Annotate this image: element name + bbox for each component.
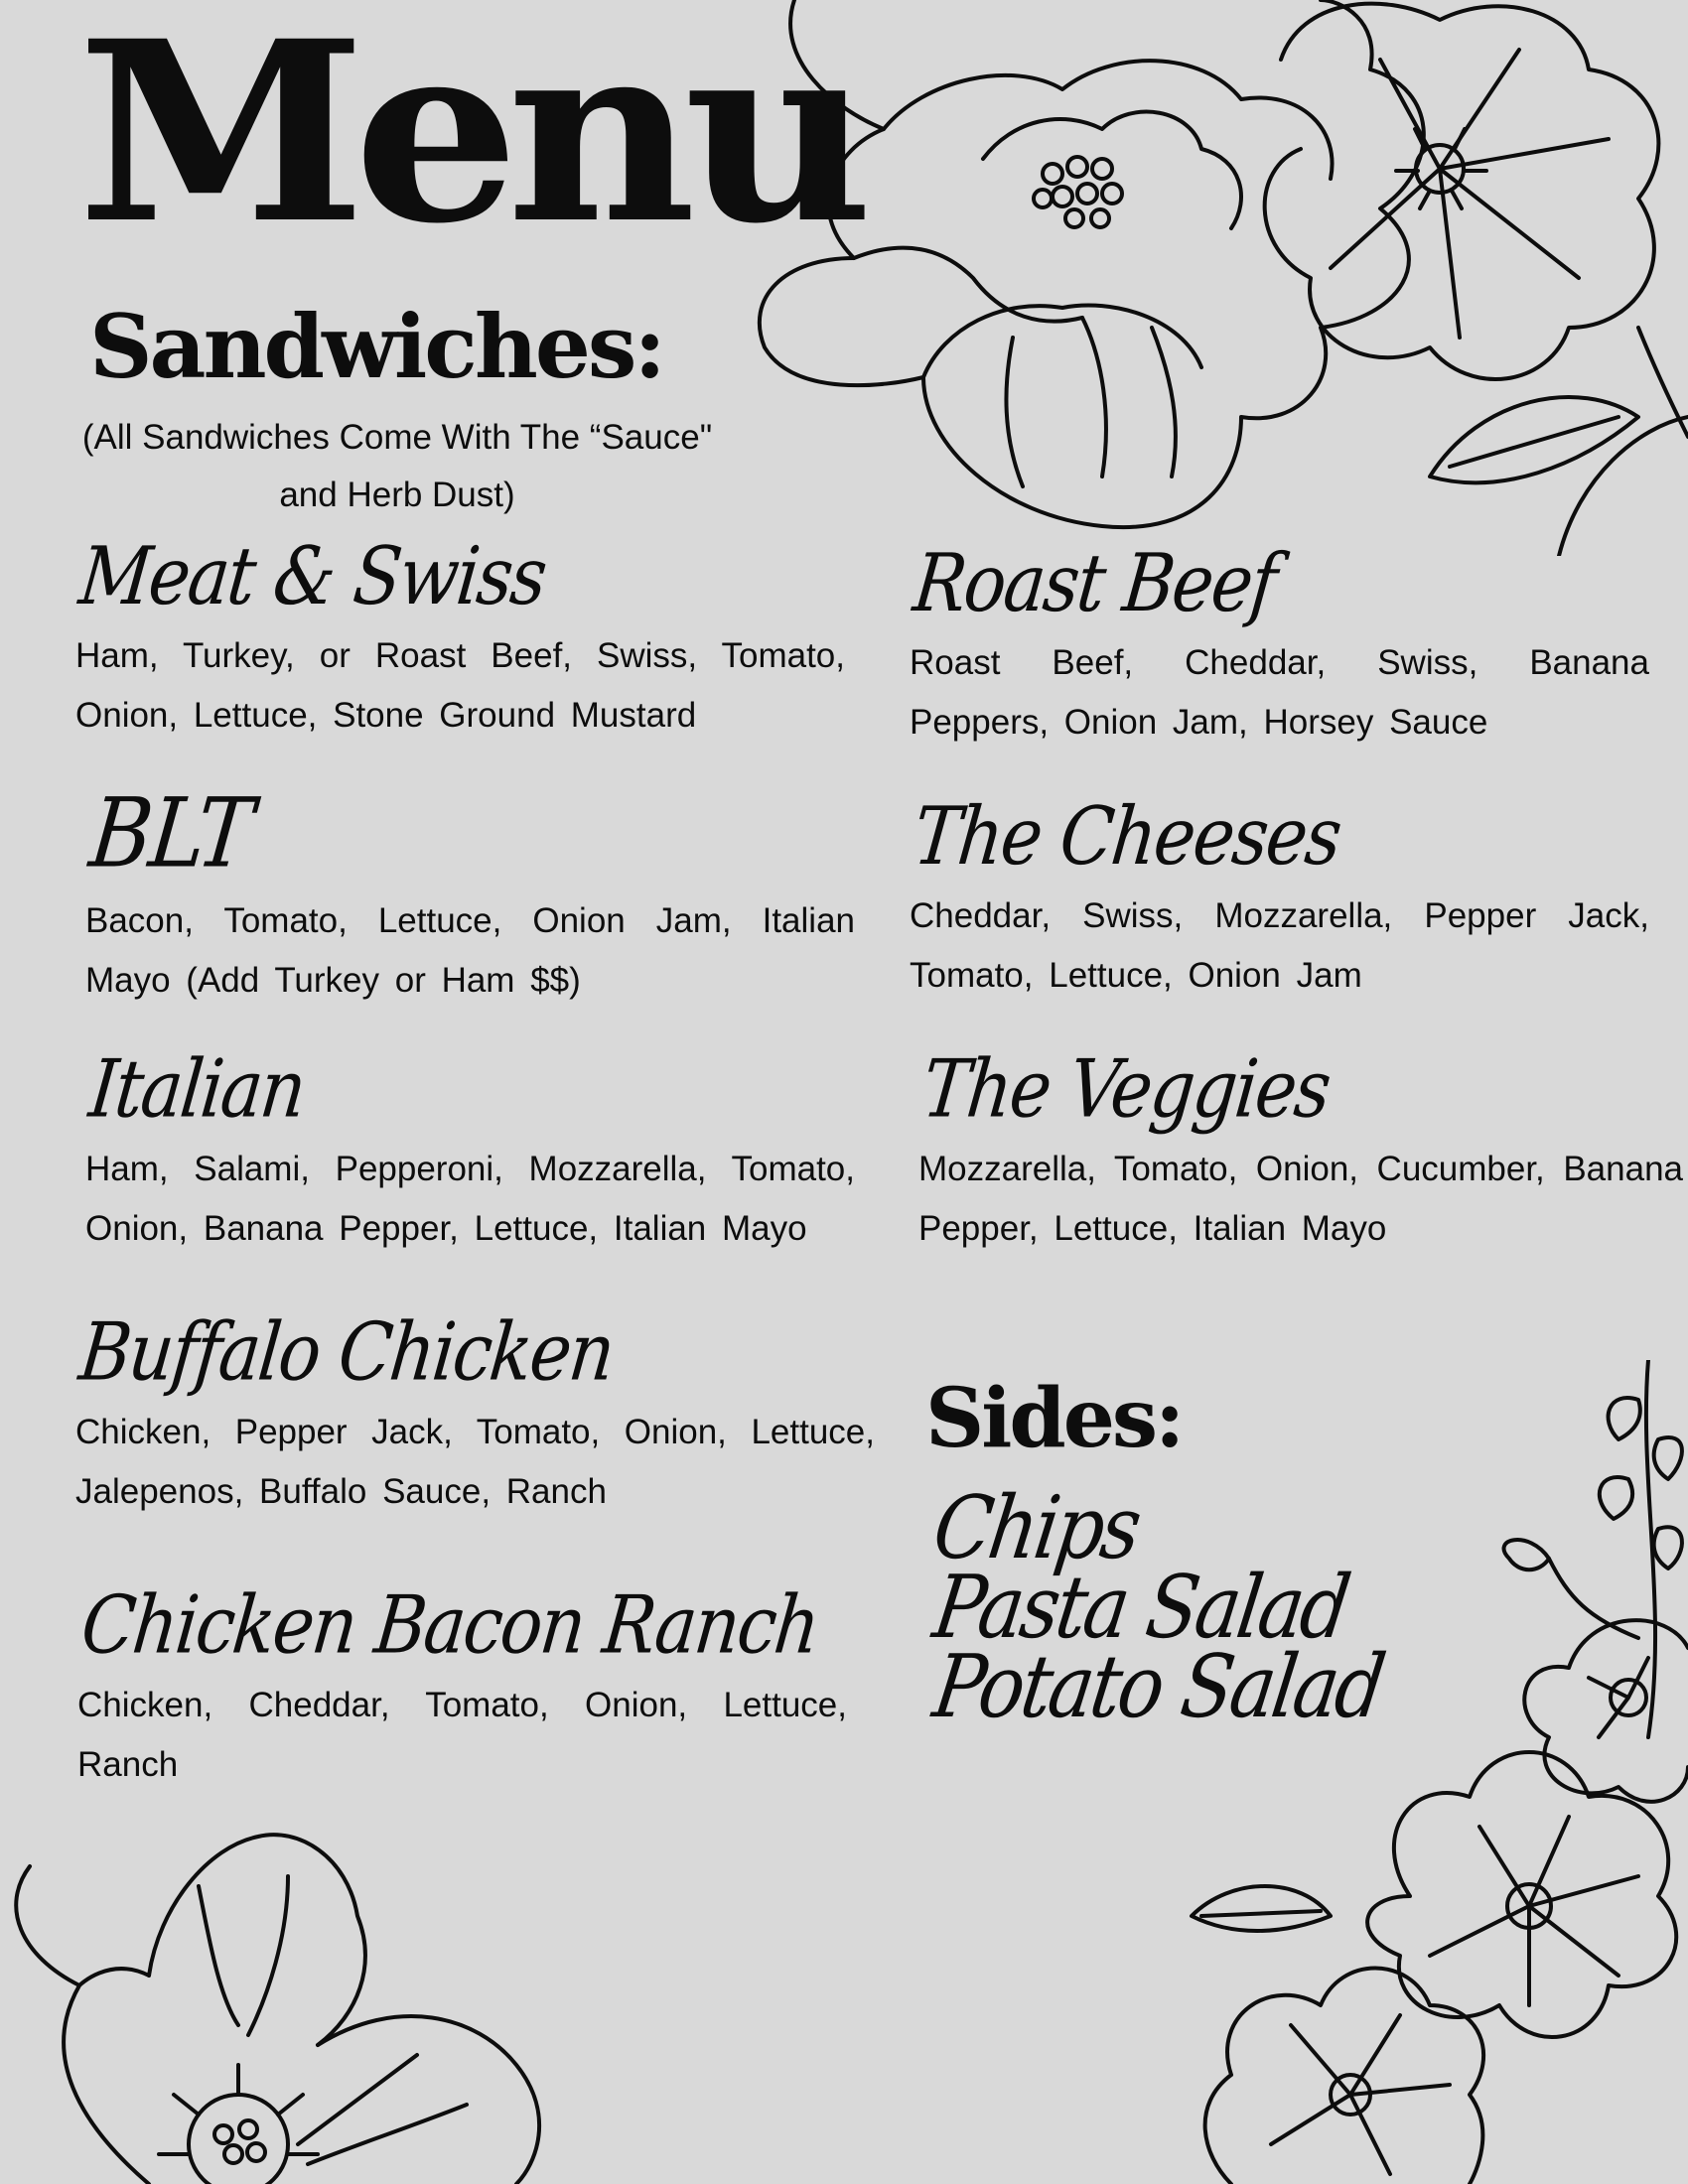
sides-list xyxy=(927,1476,1389,1737)
side-item: Chips xyxy=(927,1476,1145,1578)
menu-item xyxy=(917,1042,1683,1259)
item-description: Mozzarella, Tomato, Onion, Cucumber, Banana Pepper, Lettuce, Italian Mayo xyxy=(918,1150,1683,1248)
item-name: Buffalo Chicken xyxy=(74,1305,618,1400)
item-description: Ham, Turkey, or Roast Beef, Swiss, Tomato, Onion, Lettuce, Stone Ground Mustard xyxy=(75,636,845,735)
sides-heading: Sides: xyxy=(925,1371,1183,1466)
menu-item xyxy=(909,536,1649,752)
menu-item xyxy=(74,529,845,746)
item-name: Roast Beef xyxy=(909,536,1280,630)
side-item: Pasta Salad xyxy=(927,1556,1354,1658)
flower-illustration-bottom-left xyxy=(0,1827,596,2184)
item-description: Roast Beef, Cheddar, Swiss, Banana Peppers, Onion Jam, Horsey Sauce xyxy=(910,643,1649,742)
item-name: The Cheeses xyxy=(909,789,1344,884)
side-item: Potato Salad xyxy=(927,1635,1389,1737)
item-name: BLT xyxy=(84,776,257,889)
sandwiches-note-line2: and Herb Dust) xyxy=(279,476,515,514)
menu-item xyxy=(909,789,1649,1006)
menu-item xyxy=(76,1578,847,1795)
item-name: Italian xyxy=(84,1042,309,1137)
item-description: Chicken, Cheddar, Tomato, Onion, Lettuce, Ranch xyxy=(77,1686,847,1784)
item-name: The Veggies xyxy=(917,1042,1335,1137)
sandwiches-note-line1: (All Sandwiches Come With The “Sauce" xyxy=(81,418,713,457)
sandwiches-heading: Sandwiches: xyxy=(89,295,663,398)
item-description: Ham, Salami, Pepperoni, Mozzarella, Tomato, Onion, Banana Pepper, Lettuce, Italian Mayo xyxy=(85,1150,855,1248)
menu-item xyxy=(74,1305,875,1522)
item-description: Cheddar, Swiss, Mozzarella, Pepper Jack, Tomato, Lettuce, Onion Jam xyxy=(910,896,1649,995)
menu-item xyxy=(84,1042,855,1259)
item-description: Bacon, Tomato, Lettuce, Onion Jam, Italian Mayo (Add Turkey or Ham $$) xyxy=(85,901,855,1001)
item-name: Chicken Bacon Ranch xyxy=(76,1578,823,1673)
item-description: Chicken, Pepper Jack, Tomato, Onion, Lettuce, Jalepenos, Buffalo Sauce, Ranch xyxy=(75,1413,875,1511)
menu-item xyxy=(84,776,855,1011)
sandwiches-note xyxy=(70,409,725,524)
item-name: Meat & Swiss xyxy=(74,529,550,623)
menu-title: Menu xyxy=(77,0,861,278)
